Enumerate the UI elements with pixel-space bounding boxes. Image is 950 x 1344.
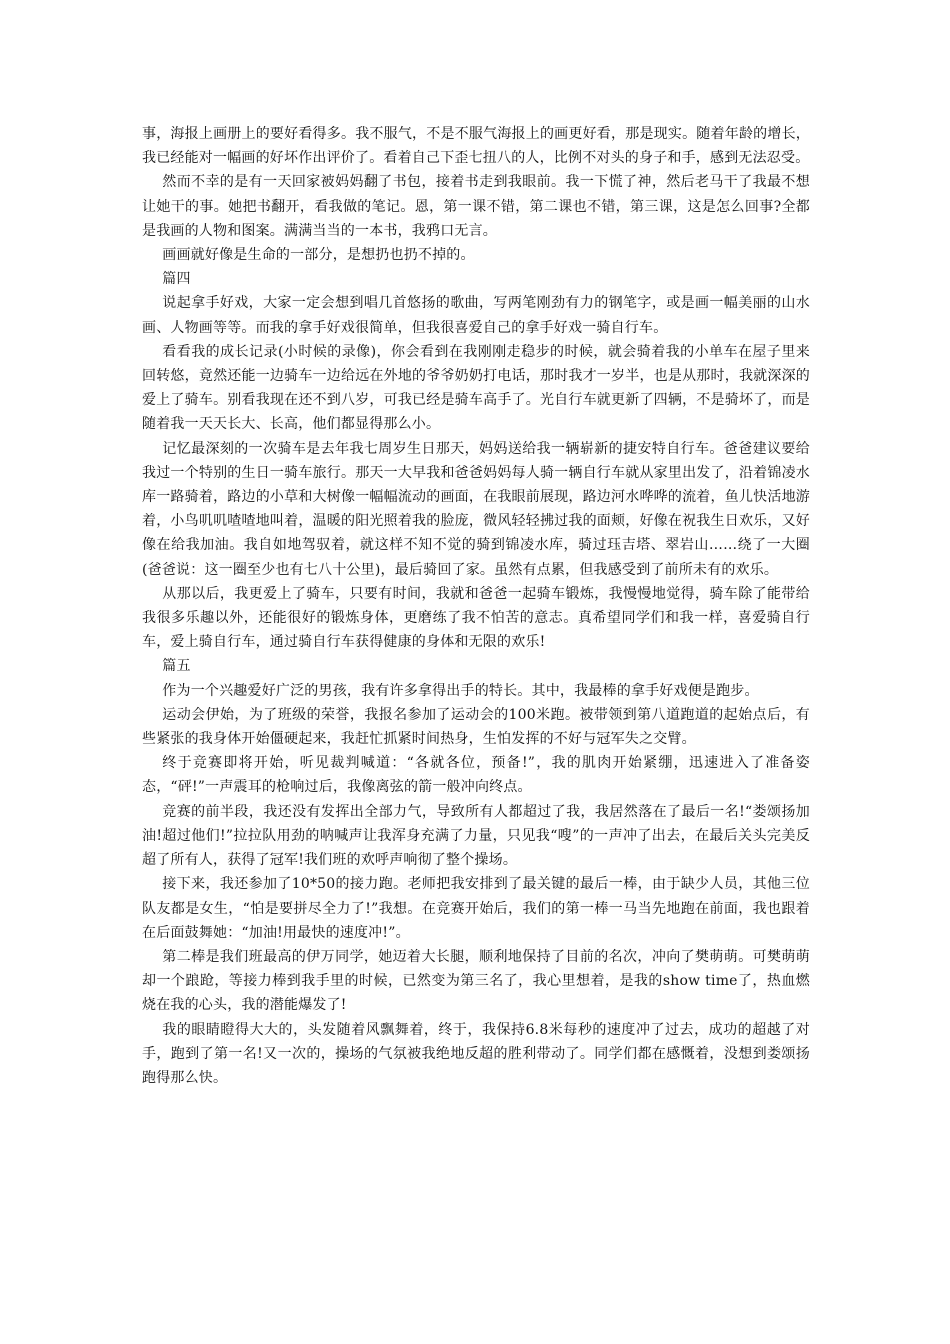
paragraph: 画画就好像是生命的一部分，是想扔也扔不掉的。 [162, 247, 475, 264]
paragraph: 说起拿手好戏，大家一定会想到唱几首悠扬的歌曲，写两笔刚劲有力的钢笔字，或是画一幅美丽的山水画、人物画等等。而我的拿手好戏很简单，但我很喜爱自己的拿手好戏一骑自行车。 [142, 295, 810, 336]
section-heading: 篇五 [162, 658, 191, 675]
paragraph: 作为一个兴趣爱好广泛的男孩，我有许多拿得出手的特长。其中，我最棒的拿手好戏便是跑步。 [162, 682, 759, 699]
paragraph: 接下来，我还参加了10*50的接力跑。老师把我安排到了最关键的最后一棒，由于缺少人员，其他三位队友都是女生，“怕是要拼尽全力了!”我想。在竞赛开始后，我们的第一棒一马当先地跑在前面，我也跟着在后面鼓舞她：“加油!用最快的速度冲!”。 [142, 876, 810, 941]
paragraph: 运动会伊始，为了班级的荣誉，我报名参加了运动会的100米跑。被带领到第八道跑道的起始点后，有些紧张的我身体开始僵硬起来，我赶忙抓紧时间热身，生怕发挥的不好与冠军失之交臂。 [142, 706, 810, 748]
paragraph: 竞赛的前半段，我还没有发挥出全部力气，导致所有人都超过了我，我居然落在了最后一名!“娄颂扬加油!超过他们!”拉拉队用劲的呐喊声让我浑身充满了力量，只见我“嗖”的一声冲了出去，在最后关头完美反超了所有人，获得了冠军!我们班的欢呼声响彻了整个操场。 [142, 803, 810, 869]
paragraph: 我的眼睛瞪得大大的，头发随着风飘舞着，终于，我保持6.8米每秒的速度冲了过去，成功的超越了对手，跑到了第一名!又一次的，操场的气氛被我绝地反超的胜利带动了。同学们都在感慨着，没想到娄颂扬跑得那么快。 [142, 1021, 810, 1086]
paragraph: 记忆最深刻的一次骑车是去年我七周岁生日那天，妈妈送给我一辆崭新的捷安特自行车。爸爸建议要给我过一个特别的生日一骑车旅行。那天一大早我和爸爸妈妈每人骑一辆自行车就从家里出发了，沿着锦凌水库一路骑着，路边的小草和大树像一幅幅流动的画面，在我眼前展现，路边河水哗哗的流着，鱼儿快活地游着，小鸟叽叽喳喳地叫着，温暖的阳光照着我的脸庞，微风轻轻拂过我的面颊，好像在祝我生日欢乐，又好像在给我加油。我自如地驾驭着，就这样不知不觉的骑到锦凌水库，骑过珏吉塔、翠岩山……绕了一大圈(爸爸说：这一圈至少也有七八十公里)，最后骑回了家。虽然有点累，但我感受到了前所未有的欢乐。 [142, 440, 810, 578]
paragraph-continuation: 事，海报上画册上的要好看得多。我不服气，不是不服气海报上的画更好看，那是现实。随着年龄的增长，我已经能对一幅画的好坏作出评价了。看着自己下歪七扭八的人，比例不对头的身子和手，感到无法忍受。 [142, 126, 810, 167]
paragraph: 第二棒是我们班最高的伊万同学，她迈着大长腿，顺利地保持了目前的名次，冲向了樊萌萌。可樊萌萌却一个踉跄，等接力棒到我手里的时候，已然变为第三名了，我心里想着，是我的show time了，热血燃烧在我的心头，我的潜能爆发了! [142, 948, 810, 1014]
section-heading: 篇四 [162, 271, 191, 288]
paragraph: 看看我的成长记录(小时候的录像)，你会看到在我刚刚走稳步的时候，就会骑着我的小单车在屋子里来回转悠，竟然还能一边骑车一边给远在外地的爷爷奶奶打电话，那时我才一岁半，也是从那时，我就深深的爱上了骑车。别看我现在还不到八岁，可我已经是骑车高手了。光自行车就更新了四辆，不是骑坏了，而是随着我一天天长大、长高，他们都显得那么小。 [142, 343, 810, 433]
document-body [142, 122, 810, 1090]
paragraph: 从那以后，我更爱上了骑车，只要有时间，我就和爸爸一起骑车锻炼，我慢慢地觉得，骑车除了能带给我很多乐趣以外，还能很好的锻炼身体，更磨练了我不怕苦的意志。真希望同学们和我一样，喜爱骑自行车，爱上骑自行车，通过骑自行车获得健康的身体和无限的欢乐! [142, 585, 810, 651]
paragraph: 然而不幸的是有一天回家被妈妈翻了书包，接着书走到我眼前。我一下慌了神，然后老马干了我最不想让她干的事。她把书翻开，看我做的笔记。恩，第一课不错，第二课也不错，第三课，这是怎么回事?全都是我画的人物和图案。满满当当的一本书，我鸦口无言。 [142, 174, 810, 239]
paragraph: 终于竞赛即将开始，听见裁判喊道：“各就各位，预备!”，我的肌肉开始紧绷，迅速进入了准备姿态，“砰!”一声震耳的枪响过后，我像离弦的箭一般冲向终点。 [142, 755, 810, 796]
